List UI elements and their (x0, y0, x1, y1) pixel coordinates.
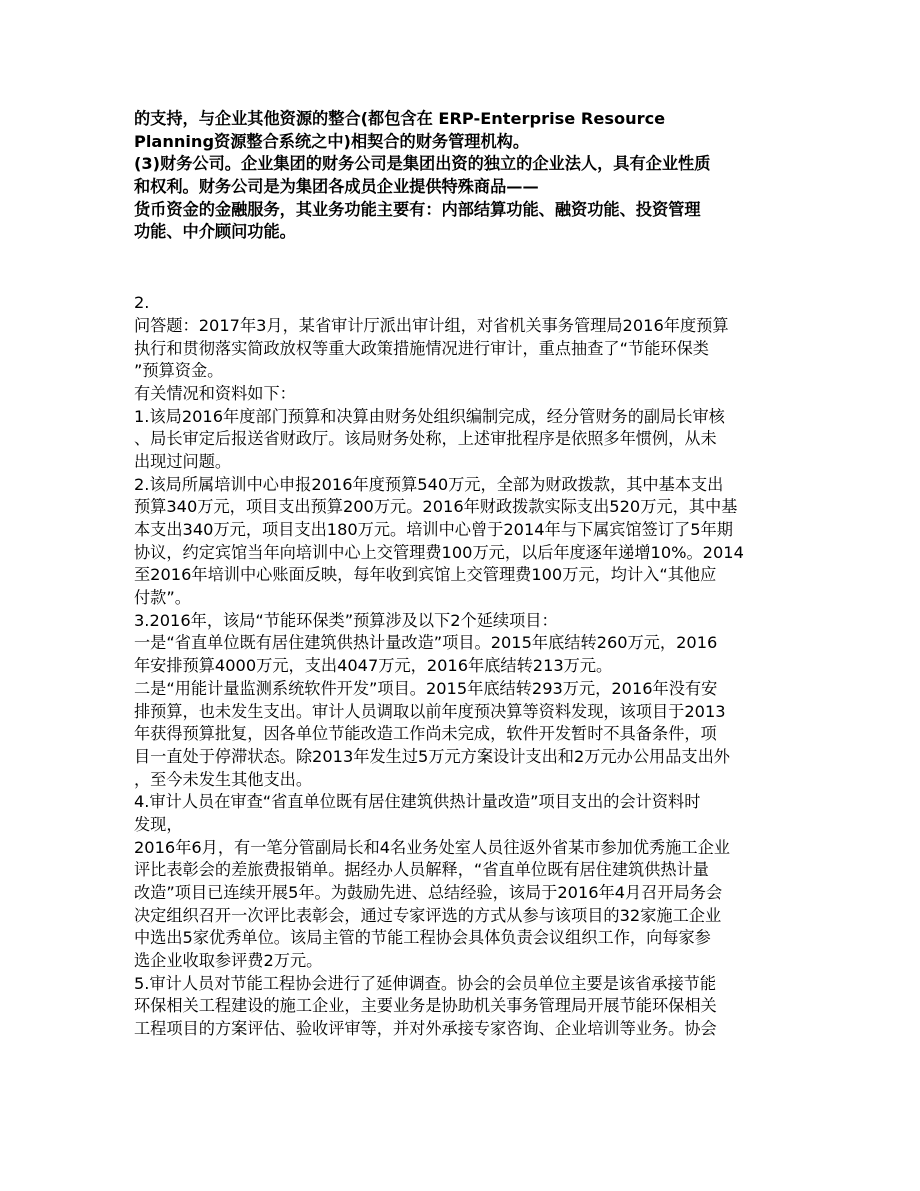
question-body (134, 315, 794, 1041)
question-text-line: 环保相关工程建设的施工企业，主要业务是协助机关事务管理局开展节能环保相关 (134, 996, 717, 1016)
question-text-line: 决定组织召开一次评比表彰会，通过专家评选的方式从参与该项目的32家施工企业 (134, 905, 722, 925)
question-text-line: 预算340万元，项目支出预算200万元。2016年财政拨款实际支出520万元，其中基 (134, 497, 738, 517)
question-text-line: ，至今未发生其他支出。 (134, 769, 313, 789)
intro-text-line: 和权利。财务公司是为集团各成员企业提供特殊商品—— (134, 177, 539, 197)
question-text-line: 本支出340万元，项目支出180万元。培训中心曾于2014年与下属宾馆签订了5年期 (134, 520, 733, 539)
question-text-line: 一是“省直单位既有居住建筑供热计量改造”项目。2015年底结转260万元，2016 (134, 633, 718, 653)
intro-text-line: Planning资源整合系统之中)相契合的财务管理机构。 (134, 131, 530, 151)
question-text-line: 至2016年培训中心账面反映，每年收到宾馆上交管理费100万元，均计入“其他应 (134, 565, 717, 585)
question-text-line: 目一直处于停滞状态。除2013年发生过5万元方案设计支出和2万元办公用品支出外 (134, 746, 730, 766)
question-text-line: 工程项目的方案评估、验收评审等，并对外承接专家咨询、企业培训等业务。协会 (134, 1019, 717, 1039)
question-text-line: 1.该局2016年度部门预算和决算由财务处组织编制完成，经分管财务的副局长审核 (134, 406, 725, 426)
question-text-line: 2016年6月，有一笔分管副局长和4名业务处室人员往返外省某市参加优秀施工企业 (134, 837, 730, 857)
question-text-line: 排预算，也未发生支出。审计人员调取以前年度预决算等资料发现，该项目于2013 (134, 701, 726, 721)
intro-text-line: 功能、中介顾问功能。 (134, 222, 296, 242)
question-text-line: 4.审计人员在审查“省直单位既有居住建筑供热计量改造”项目支出的会计资料时 (134, 792, 701, 812)
question-text-line: 执行和贯彻落实简政放权等重大政策措施情况进行审计，重点抽查了“节能环保类 (134, 338, 709, 358)
question-text-line: 年安排预算4000万元，支出4047万元，2016年底结转213万元。 (134, 656, 613, 676)
question-text-line: 发现， (134, 814, 183, 834)
question-text-line: 出现过问题。 (134, 451, 232, 471)
question-number: 2. (134, 293, 150, 313)
question-text-line: 2.该局所属培训中心申报2016年度预算540万元，全部为财政拨款，其中基本支出 (134, 474, 724, 494)
question-text-line: 5.审计人员对节能工程协会进行了延伸调查。协会的会员单位主要是该省承接节能 (134, 973, 717, 993)
question-text-line: 、局长审定后报送省财政厅。该局财务处称，上述审批程序是依照多年惯例，从未 (134, 429, 717, 449)
question-text-line: 问答题：2017年3月，某省审计厅派出审计组，对省机关事务管理局2016年度预算 (134, 315, 729, 335)
document-page (134, 108, 794, 1041)
question-text-line: 二是“用能计量监测系统软件开发”项目。2015年底结转293万元，2016年没有安 (134, 678, 718, 698)
question-text-line: 付款”。 (134, 588, 191, 608)
question-text-line: 3.2016年，该局“节能环保类”预算涉及以下2个延续项目： (134, 610, 558, 630)
question-text-line: 协议，约定宾馆当年向培训中心上交管理费100万元，以后年度逐年递增10%。2014 (134, 542, 744, 562)
intro-paragraph (134, 108, 794, 244)
intro-text-line: 货币资金的金融服务，其业务功能主要有：内部结算功能、融资功能、投资管理 (134, 199, 701, 219)
section-gap (134, 244, 794, 288)
question-text-line: 年获得预算批复，因各单位节能改造工作尚未完成，软件开发暂时不具备条件，项 (134, 724, 717, 744)
intro-text-line: (3)财务公司。企业集团的财务公司是集团出资的独立的企业法人，具有企业性质 (134, 154, 711, 174)
question-text-line: 有关情况和资料如下： (134, 383, 296, 403)
question-text-line: ”预算资金。 (134, 361, 224, 381)
question-text-line: 改造”项目已连续开展5年。为鼓励先进、总结经验，该局于2016年4月召开局务会 (134, 883, 723, 902)
question-text-line: 评比表彰会的差旅费报销单。据经办人员解释，“省直单位既有居住建筑供热计量 (134, 860, 709, 880)
intro-text-line: 的支持，与企业其他资源的整合(都包含在 ERP-Enterprise Resource (134, 109, 666, 128)
question-text-line: 中选出5家优秀单位。该局主管的节能工程协会具体负责会议组织工作，向每家参 (134, 928, 711, 948)
question-text-line: 选企业收取参评费2万元。 (134, 951, 323, 971)
